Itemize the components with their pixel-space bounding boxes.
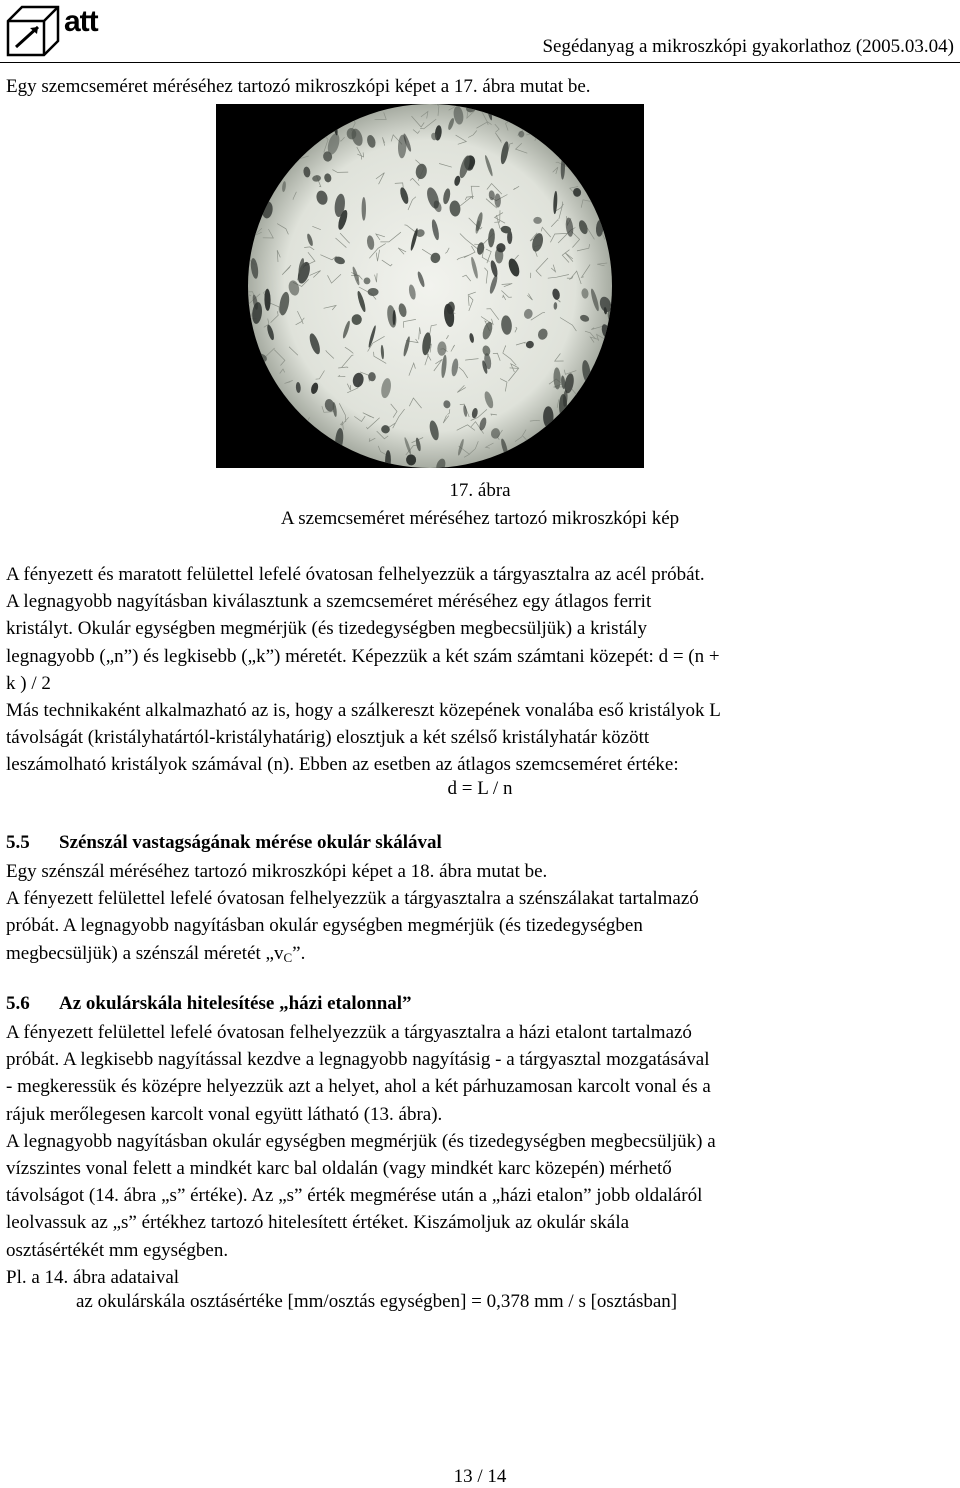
cube-logo-icon — [4, 3, 64, 59]
grain-boundary — [527, 441, 534, 451]
grain-boundary — [579, 408, 589, 411]
pearlite-grain — [617, 452, 627, 461]
grain-boundary — [617, 376, 624, 383]
grain-boundary — [225, 326, 238, 335]
grain-boundary — [242, 154, 247, 173]
grain-boundary — [576, 104, 579, 111]
pearlite-grain — [583, 419, 592, 441]
grain-boundary — [290, 426, 300, 435]
grain-boundary — [261, 105, 272, 114]
text-line: k ) / 2 — [6, 670, 956, 697]
grain-boundary — [242, 162, 247, 175]
grain-boundary — [600, 388, 617, 395]
text-line: próbát. A legnagyobb nagyításban okulár egységben megmérjük (és tizedegységben — [6, 912, 956, 939]
pearlite-grain — [228, 124, 242, 147]
att-logo — [4, 3, 122, 59]
grain-boundary — [242, 338, 247, 346]
pearlite-grain — [239, 389, 251, 404]
text-fragment: megbecsüljük) a szénszál méretét „v — [6, 943, 284, 964]
grain-boundary — [619, 138, 628, 140]
grain-boundary — [216, 287, 223, 302]
grain-boundary — [236, 283, 249, 285]
pearlite-grain — [260, 411, 270, 425]
grain-boundary — [642, 298, 644, 310]
pearlite-grain — [593, 149, 600, 168]
grain-boundary — [257, 394, 268, 408]
grain-boundary — [554, 150, 563, 152]
pearlite-grain — [636, 181, 644, 205]
grain-boundary — [631, 349, 632, 354]
grain-boundary — [570, 434, 587, 446]
grain-boundary — [275, 116, 283, 134]
pearlite-grain — [283, 436, 297, 456]
figure-caption: A szemcseméret méréséhez tartozó mikroszkópi kép — [0, 508, 960, 530]
section-5-6-text — [6, 1019, 956, 1291]
page-header — [0, 0, 960, 70]
pearlite-grain — [579, 417, 585, 440]
text-line: próbát. A legkisebb nagyítással kezdve a legnagyobb nagyításig - a tárgyasztal mozgatásával — [6, 1046, 956, 1073]
grain-boundary — [269, 390, 278, 406]
pearlite-grain — [231, 255, 238, 263]
pearlite-grain — [267, 457, 271, 464]
header-divider — [0, 62, 960, 63]
grain-boundary — [623, 329, 632, 335]
pearlite-grain — [641, 166, 644, 178]
pearlite-grain — [216, 327, 222, 340]
pearlite-grain — [232, 205, 248, 226]
grain-boundary — [616, 357, 624, 376]
pearlite-grain — [216, 283, 221, 299]
grain-boundary — [243, 186, 254, 202]
example-formula: az okulárskála osztásértéke [mm/osztás egységben] = 0,378 mm / s [osztásban] — [76, 1291, 677, 1313]
grain-boundary — [593, 107, 597, 119]
grain-boundary — [250, 117, 263, 132]
grain-boundary — [231, 362, 247, 369]
pearlite-grain — [368, 288, 379, 296]
grain-boundary — [600, 178, 612, 183]
text-line: távolságát (kristályhatártól-kristályhatárig) elosztjuk a két szélső kristályhatár között — [6, 724, 956, 751]
grain-boundary — [604, 405, 608, 412]
grain-boundary — [267, 149, 280, 160]
pearlite-grain — [631, 104, 639, 111]
grain-boundary — [225, 370, 234, 391]
grain-boundary — [612, 104, 627, 108]
pearlite-grain — [564, 130, 575, 144]
text-line: rájuk merőlegesen karcolt vonal együtt látható (13. ábra). — [6, 1101, 956, 1128]
grain-boundary — [531, 127, 537, 129]
grain-boundary — [242, 148, 251, 158]
pearlite-grain — [300, 445, 307, 463]
pearlite-grain — [320, 443, 332, 467]
text-line: Pl. a 14. ábra adataival — [6, 1264, 956, 1291]
pearlite-grain — [543, 406, 553, 427]
grain-boundary — [506, 110, 516, 117]
pearlite-grain — [585, 128, 597, 144]
section-5-5-heading — [6, 832, 442, 854]
pearlite-grain — [549, 120, 552, 130]
pearlite-grain — [226, 393, 233, 406]
pearlite-grain — [225, 288, 233, 298]
grain-boundary — [220, 221, 231, 239]
grain-boundary — [547, 452, 556, 459]
grain-boundary — [596, 374, 598, 390]
pearlite-grain — [620, 342, 629, 357]
pearlite-grain — [598, 177, 610, 192]
pearlite-grain — [255, 144, 262, 161]
pearlite-grain — [226, 372, 236, 385]
pearlite-grain — [610, 235, 616, 244]
grain-boundary — [568, 131, 578, 145]
grain-boundary — [637, 328, 644, 340]
grain-boundary — [632, 267, 639, 274]
pearlite-grain — [265, 441, 272, 454]
pearlite-grain — [216, 259, 225, 268]
grain-boundary — [572, 427, 578, 433]
formula: d = L / n — [0, 778, 960, 800]
text-line: A fényezett felülettel lefelé óvatosan felhelyezzük a tárgyasztalra a házi etalont tartalmazó — [6, 1019, 956, 1046]
grain-boundary — [626, 113, 634, 120]
pearlite-grain — [613, 283, 624, 294]
pearlite-grain — [631, 162, 638, 170]
pearlite-grain — [216, 364, 225, 377]
pearlite-grain — [550, 445, 560, 468]
text-line: osztásértékét mm egységben. — [6, 1237, 956, 1264]
grain-measurement-text — [6, 561, 956, 779]
pearlite-grain — [227, 426, 238, 442]
pearlite-grain — [634, 133, 644, 154]
pearlite-grain — [563, 121, 573, 139]
pearlite-grain — [636, 308, 641, 326]
pearlite-grain — [290, 118, 299, 140]
grain-boundary — [332, 449, 348, 450]
pearlite-grain — [620, 233, 633, 247]
pearlite-grain — [233, 172, 243, 190]
grain-boundary — [279, 155, 287, 162]
pearlite-grain — [558, 139, 565, 159]
pearlite-grain — [638, 147, 644, 169]
grain-boundary — [559, 446, 567, 450]
grain-boundary — [608, 445, 622, 455]
text-line: leolvassuk az „s” értékhez tartozó hitelesített értéket. Kiszámoljuk az okulár skála — [6, 1209, 956, 1236]
grain-boundary — [606, 438, 614, 449]
pearlite-grain — [250, 128, 261, 139]
grain-boundary — [312, 114, 330, 120]
grain-boundary — [220, 216, 227, 234]
grain-boundary — [597, 381, 603, 393]
grain-boundary — [610, 124, 617, 136]
pearlite-grain — [612, 284, 617, 298]
grain-boundary — [535, 113, 545, 116]
grain-boundary — [342, 451, 353, 464]
pearlite-grain — [606, 219, 618, 235]
text-line: - megkeressük és középre helyezzük azt a helyet, ahol a két párhuzamosan karcolt vonal és a — [6, 1073, 956, 1100]
pearlite-grain — [269, 142, 281, 152]
grain-boundary — [228, 371, 242, 378]
section-number: 5.5 — [6, 832, 59, 854]
pearlite-grain — [236, 315, 249, 337]
grain-boundary — [241, 437, 253, 444]
pearlite-grain — [634, 217, 644, 240]
pearlite-grain — [605, 219, 610, 234]
pearlite-grain — [619, 257, 632, 280]
grain-boundary — [276, 147, 290, 156]
pearlite-grain — [624, 356, 632, 366]
text-line: legnagyobb („n”) és legkisebb („k”) méretét. Képezzük a két szám számtani közepét: d = (n + — [6, 643, 956, 670]
grain-boundary — [220, 205, 224, 210]
grain-boundary — [216, 153, 222, 161]
pearlite-grain — [535, 113, 546, 123]
pearlite-grain — [234, 305, 243, 328]
pearlite-grain — [611, 292, 619, 308]
pearlite-grain — [636, 412, 644, 431]
grain-boundary — [237, 442, 243, 463]
text-line: távolságot (14. ábra „s” értéke). Az „s” érték megmérése után a „házi etalon” jobb oldaláról — [6, 1182, 956, 1209]
grain-boundary — [264, 380, 275, 395]
pearlite-grain — [594, 135, 606, 157]
pearlite-grain — [639, 167, 644, 187]
pearlite-grain — [268, 117, 277, 128]
pearlite-grain — [599, 142, 605, 151]
grain-boundary — [261, 130, 274, 142]
pearlite-grain — [554, 445, 565, 453]
figure-number: 17. ábra — [0, 480, 960, 502]
grain-boundary — [305, 440, 307, 448]
grain-boundary — [632, 453, 639, 468]
pearlite-grain — [611, 310, 620, 318]
pearlite-grain — [216, 305, 223, 329]
text-line — [6, 940, 956, 967]
pearlite-grain — [569, 104, 580, 128]
text-line: Más technikaként alkalmazható az is, hogy a szálkereszt közepének vonalába eső kristályok L — [6, 697, 956, 724]
pearlite-grain — [226, 348, 239, 363]
section-5-5-text — [6, 858, 956, 967]
grain-boundary — [573, 162, 582, 177]
grain-boundary — [565, 461, 575, 468]
text-line: Egy szénszál méréséhez tartozó mikroszkópi képet a 18. ábra mutat be. — [6, 858, 956, 885]
pearlite-grain — [216, 175, 220, 187]
pearlite-grain — [615, 333, 621, 355]
grain-boundary — [604, 151, 619, 161]
grain-boundary — [628, 427, 629, 441]
pearlite-grain — [217, 112, 226, 130]
page-number: 13 / 14 — [0, 1466, 960, 1488]
grain-boundary — [245, 157, 255, 170]
grain-boundary — [223, 387, 233, 401]
logo-text: att — [64, 5, 98, 39]
pearlite-grain — [509, 452, 518, 468]
text-line: A fényezett és maratott felülettel lefelé óvatosan felhelyezzük a tárgyasztalra az acél próbát. — [6, 561, 956, 588]
grain-boundary — [602, 225, 614, 240]
grain-boundary — [635, 177, 637, 186]
text-line: leszámolható kristályok számával (n). Ebben az esetben az átlagos szemcseméret értéke: — [6, 751, 956, 778]
pearlite-grain — [236, 105, 247, 116]
text-line: A legnagyobb nagyításban kiválasztunk a szemcseméret méréséhez egy átlagos ferrit — [6, 588, 956, 615]
pearlite-grain — [216, 324, 227, 339]
grain-boundary — [591, 417, 599, 433]
grain-boundary — [616, 381, 627, 392]
pearlite-grain — [602, 409, 614, 421]
grain-boundary — [607, 410, 617, 423]
pearlite-grain — [627, 443, 637, 459]
microscope-image — [216, 104, 644, 468]
grain-boundary — [296, 116, 311, 126]
grain-boundary — [610, 216, 623, 231]
pearlite-grain — [252, 342, 259, 360]
grain-boundary — [228, 412, 241, 425]
section-5-6-heading — [6, 993, 412, 1015]
intro-sentence: Egy szemcseméret méréséhez tartozó mikroszkópi képet a 17. ábra mutat be. — [6, 76, 591, 98]
grain-boundary — [216, 284, 217, 294]
grain-boundary — [359, 104, 366, 107]
grain-boundary — [619, 292, 639, 298]
subscript: C — [284, 950, 293, 965]
text-fragment: ”. — [292, 943, 305, 964]
pearlite-grain — [229, 194, 239, 216]
grain-boundary — [544, 109, 552, 126]
header-title: Segédanyag a mikroszkópi gyakorlathoz (2005.03.04) — [542, 36, 954, 58]
section-title: Az okulárskála hitelesítése „házi etalonnal” — [59, 993, 412, 1014]
grain-boundary — [534, 112, 549, 125]
grain-boundary — [553, 110, 555, 123]
grain-boundary — [625, 279, 631, 281]
grain-boundary — [268, 149, 279, 155]
pearlite-grain — [362, 197, 366, 221]
section-number: 5.6 — [6, 993, 59, 1015]
pearlite-grain — [216, 143, 221, 162]
pearlite-grain — [277, 419, 289, 433]
grain-micrograph — [216, 104, 644, 468]
grain-boundary — [216, 105, 218, 111]
pearlite-grain — [216, 420, 221, 432]
pearlite-grain — [236, 282, 241, 295]
text-line: A fényezett felülettel lefelé óvatosan felhelyezzük a tárgyasztalra a szénszálakat tartalmazó — [6, 885, 956, 912]
grain-boundary — [618, 209, 637, 221]
grain-boundary — [217, 381, 232, 390]
text-line: A legnagyobb nagyításban okulár egységben megmérjük (és tizedegységben megbecsüljük) a — [6, 1128, 956, 1155]
grain-boundary — [630, 372, 644, 378]
grain-boundary — [614, 332, 625, 340]
grain-boundary — [616, 231, 624, 241]
pearlite-grain — [240, 351, 252, 374]
text-line: vízszintes vonal felett a mindkét karc bal oldalán (vagy mindkét karc közepén) mérhető — [6, 1155, 956, 1182]
pearlite-grain — [335, 104, 348, 115]
pearlite-grain — [233, 268, 240, 288]
grain-boundary — [350, 107, 360, 110]
text-line: kristályt. Okulár egységben megmérjük (és tizedegységben megbecsüljük) a kristály — [6, 615, 956, 642]
grain-boundary — [233, 425, 249, 434]
grain-boundary — [601, 134, 607, 145]
pearlite-grain — [289, 104, 298, 115]
section-title: Szénszál vastagságának mérése okulár skálával — [59, 832, 442, 853]
pearlite-grain — [627, 278, 641, 292]
pearlite-grain — [570, 151, 583, 172]
grain-boundary — [594, 164, 597, 177]
grain-boundary — [612, 264, 621, 282]
